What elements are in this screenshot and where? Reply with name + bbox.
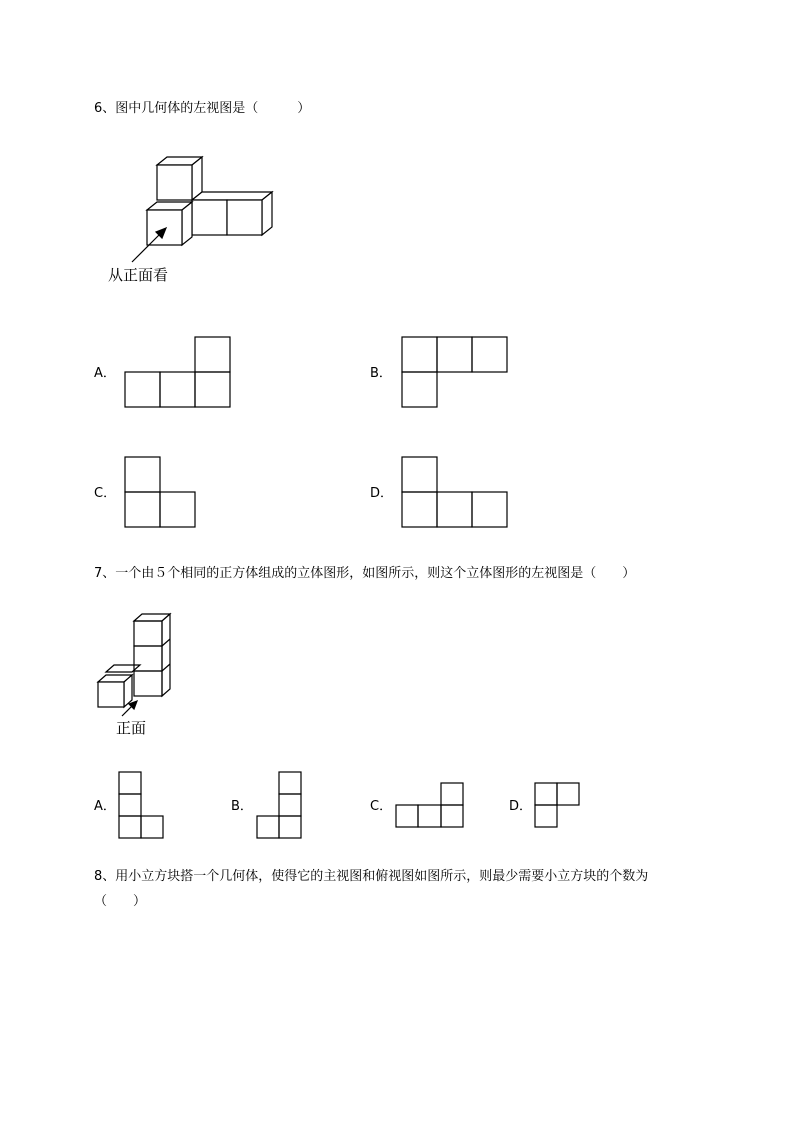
q6-option-a-label: A． bbox=[94, 366, 116, 381]
q7-option-d-figure bbox=[535, 783, 585, 833]
q8-text: 8、用小立方块搭一个几何体，使得它的主视图和俯视图如图所示，则最少需要小立方块的个数为 bbox=[94, 869, 649, 884]
q6-option-d-figure bbox=[402, 457, 512, 529]
q7-text: 7、一个由５个相同的正方体组成的立体图形，如图所示，则这个立体图形的左视图是（ ） bbox=[94, 566, 636, 581]
q7-option-d-label: D． bbox=[509, 799, 533, 814]
q6-option-b-figure bbox=[402, 337, 512, 409]
q8-answer-paren: （ ） bbox=[94, 894, 147, 909]
q6-option-d-label: D． bbox=[370, 486, 394, 501]
q6-option-b-label: B． bbox=[370, 366, 392, 381]
q7-option-c-label: C． bbox=[370, 799, 393, 814]
q6-option-c-label: C． bbox=[94, 486, 117, 501]
q6-view-label: 从正面看 bbox=[108, 266, 169, 284]
q6-solid-figure bbox=[140, 150, 280, 260]
q6-option-a-figure bbox=[125, 337, 235, 409]
q7-option-b-figure bbox=[257, 772, 307, 842]
q7-view-label: 正面 bbox=[116, 719, 147, 737]
q7-option-c-figure bbox=[396, 783, 468, 833]
q7-solid-figure bbox=[96, 612, 186, 732]
q7-option-a-label: A． bbox=[94, 799, 116, 814]
q6-option-c-figure bbox=[125, 457, 200, 529]
q7-option-a-figure bbox=[119, 772, 169, 842]
q6-text: 6、图中几何体的左视图是（ ） bbox=[94, 101, 311, 116]
q7-option-b-label: B． bbox=[231, 799, 253, 814]
